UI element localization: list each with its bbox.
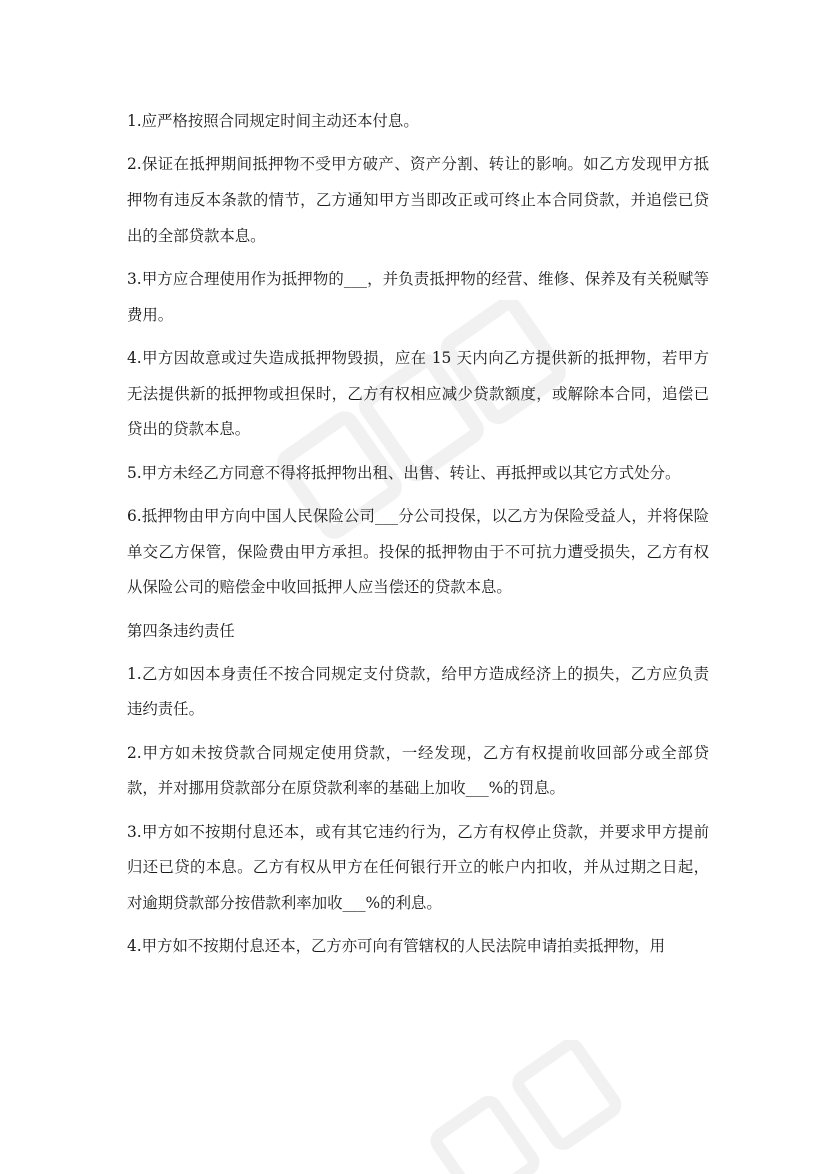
clause-4: 4.甲方因故意或过失造成抵押物毁损，应在 15 天内向乙方提供新的抵押物，若甲方无法提供新的抵押物或担保时，乙方有权相应减少贷款额度，或解除本合同，追偿已贷出的贷款本息。 — [127, 348, 709, 439]
section-heading-breach-liability: 第四条违约责任 — [127, 621, 235, 640]
breach-clause-3: 3.甲方如不按期付息还本，或有其它违约行为，乙方有权停止贷款，并要求甲方提前归还已贷的本息。乙方有权从甲方在任何银行开立的帐户内扣收，并从过期之日起，对逾期贷款部分按借款利率加收___%的利息。 — [127, 822, 709, 913]
watermark-logo-bottom — [400, 1040, 660, 1174]
breach-clause-1: 1.乙方如因本身责任不按合同规定支付贷款，给甲方造成经济上的损失，乙方应负责违约责任。 — [127, 664, 709, 719]
breach-clause-2: 2.甲方如未按贷款合同规定使用贷款，一经发现，乙方有权提前收回部分或全部贷款，并对挪用贷款部分在原贷款利率的基础上加收___%的罚息。 — [127, 743, 709, 798]
breach-clause-4: 4.甲方如不按期付息还本，乙方亦可向有管辖权的人民法院申请拍卖抵押物，用 — [127, 937, 665, 956]
document-body — [127, 104, 709, 973]
clause-3: 3.甲方应合理使用作为抵押物的___，并负责抵押物的经营、维修、保养及有关税赋等费用。 — [127, 269, 709, 324]
clause-5: 5.甲方未经乙方同意不得将抵押物出租、出售、转让、再抵押或以其它方式处分。 — [127, 463, 681, 482]
clause-1: 1.应严格按照合同规定时间主动还本付息。 — [127, 112, 419, 130]
clause-6: 6.抵押物由甲方向中国人民保险公司___分公司投保，以乙方为保险受益人，并将保险单交乙方保管，保险费由甲方承担。投保的抵押物由于不可抗力遭受损失，乙方有权从保险公司的赔偿金中收回抵押人应当偿还的贷款本息。 — [127, 506, 709, 597]
clause-2: 2.保证在抵押期间抵押物不受甲方破产、资产分割、转让的影响。如乙方发现甲方抵押物有违反本条款的情节，乙方通知甲方当即改正或可终止本合同贷款，并追偿已贷出的全部贷款本息。 — [127, 155, 709, 245]
